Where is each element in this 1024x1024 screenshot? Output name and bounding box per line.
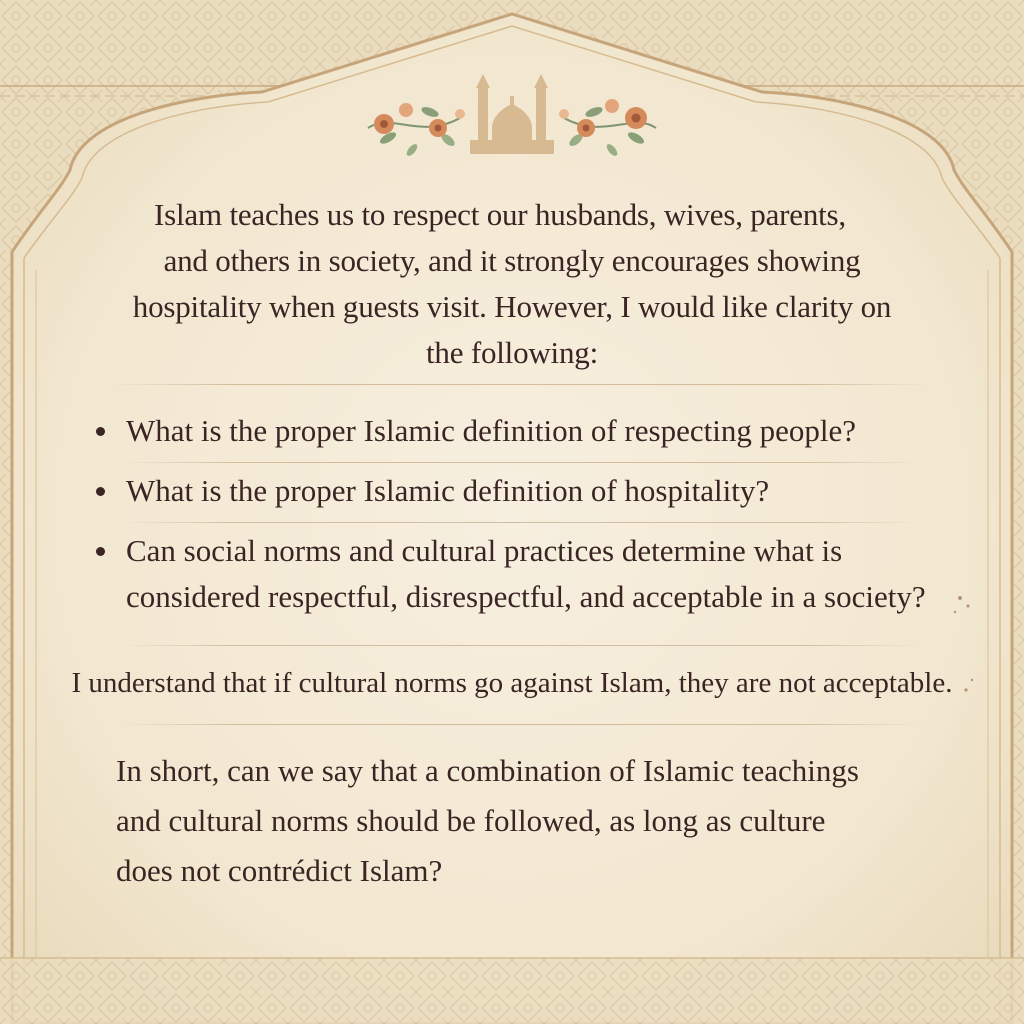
intro-paragraph [0,192,1024,376]
divider [120,645,920,646]
conclusion-line-3: does not contrédict Islam? [116,853,443,888]
list-item [92,528,972,620]
list-item [92,468,972,514]
conclusion-line-1: In short, can we say that a combination of Islamic teachings [116,753,859,788]
question-text: What is the proper Islamic definition of hospitality? [126,473,770,508]
bullet-icon [96,547,105,556]
intro-line-1: Islam teaches us to respect our husbands, wives, parents, [154,197,846,232]
intro-line-4: the following: [426,335,598,370]
conclusion-paragraph [116,746,976,896]
statement-text: I understand that if cultural norms go against Islam, they are not acceptable. [71,667,953,699]
divider [120,724,920,725]
intro-line-2: and others in society, and it strongly encourages showing [163,243,861,278]
question-text: What is the proper Islamic definition of respecting people? [126,413,856,448]
intro-line-3: hospitality when guests visit. However, I would like clarity on [132,289,892,324]
list-item [92,408,972,454]
conclusion-line-2: and cultural norms should be followed, as long as culture [116,803,826,838]
bullet-icon [96,487,105,496]
divider [110,384,930,385]
bullet-icon [96,427,105,436]
questions-list [92,408,972,620]
divider [120,522,920,523]
question-text: Can social norms and cultural practices determine what is considered respectful, disrespectful, and acceptable in a society? [126,533,926,614]
divider [120,462,920,463]
